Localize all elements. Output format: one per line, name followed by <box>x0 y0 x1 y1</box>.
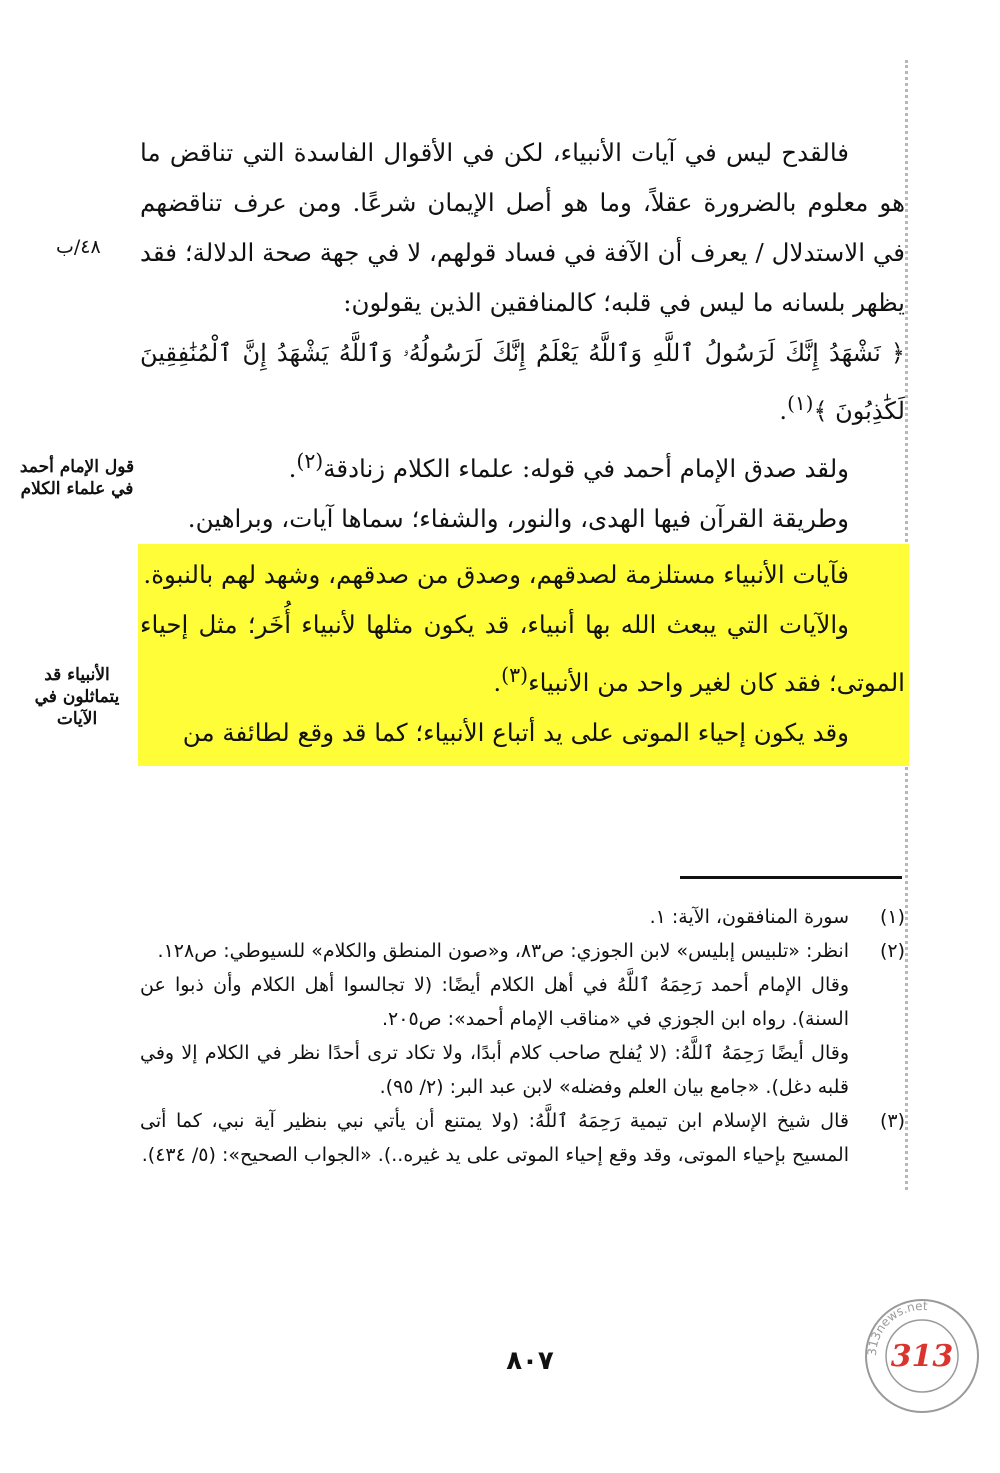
footnote-2-number: (٢) <box>879 940 905 962</box>
svg-text:313news.net: 313news.net <box>864 1298 929 1357</box>
main-text <box>140 128 905 766</box>
footnote-3-number: (٣) <box>879 1110 905 1132</box>
paragraph-6: وقد يكون إحياء الموتى على يد أتباع الأنبياء؛ كما قد وقع لطائفة من <box>182 718 849 748</box>
paragraph-4: فآيات الأنبياء مستلزمة لصدقهم، وصدق من صدقهم، وشهد لهم بالنبوة. <box>143 560 849 590</box>
margin-note-prophets-signs: الأنبياء قد يتماثلون في الآيات <box>34 665 120 729</box>
footnotes <box>140 900 905 1172</box>
footnote-separator <box>680 876 902 879</box>
page-number: ٨٠٧ <box>506 1346 554 1376</box>
footnote-ref-3[interactable]: (٣) <box>501 663 529 688</box>
margin-note-imam-ahmad: قول الإمام أحمد في علماء الكلام <box>19 457 135 499</box>
footnote-1-number: (١) <box>879 906 905 928</box>
quran-verse: ﴿ نَشْهَدُ إِنَّكَ لَرَسُولُ ٱللَّهِ وَٱللَّهُ يَعْلَمُ إِنَّكَ لَرَسُولُهُۥ وَٱللَّهُ يَشْهَدُ إِنَّ ٱلْمُنَٰفِقِينَ لَكَٰذِبُونَ ﴾$^{(١)}$. <box>140 339 905 425</box>
quran-verse-text: ﴿ نَشْهَدُ إِنَّكَ لَرَسُولُ ٱللَّهِ وَٱللَّهُ يَعْلَمُ إِنَّكَ لَرَسُولُهُۥ وَٱللَّهُ يَشْهَدُ إِنَّ ٱلْمُنَٰفِقِينَ لَكَٰذِبُونَ ﴾ <box>140 339 905 425</box>
watermark-stamp <box>862 1296 982 1416</box>
highlighted-passage <box>138 544 909 766</box>
footnote-3: (٣) قال شيخ الإسلام ابن تيمية رَحِمَهُ ٱللَّهُ: (ولا يمتنع أن يأتي نبي بنظير آية نبي، كما أتى المسيح بإحياء الموتى، وقد وقع إحياء الموتى على يد غيره..). «الجواب الصحيح»: (٥/ ٤٣٤). <box>140 1104 905 1172</box>
paragraph-1: فالقدح ليس في آيات الأنبياء، لكن في الأقوال الفاسدة التي تناقض ما هو معلوم بالضرورة عقلاً، وما هو أصل الإيمان شرعًا. ومن عرف تناقضهم في الاستدلال / يعرف أن الآفة في فساد قولهم، لا في جهة صحة الدلالة؛ فقد يظهر بلسانه ما ليس في قلبه؛ كالمنافقين الذين يقولون: <box>140 138 905 317</box>
paragraph-5: والآيات التي يبعث الله بها أنبياء، قد يكون مثلها لأنبياء أُخَر؛ مثل إحياء الموتى؛ فقد كان لغير واحد من الأنبياء$^{(٣)}$. <box>140 610 905 698</box>
paragraph-3: وطريقة القرآن فيها الهدى، والنور، والشفاء؛ سماها آيات، وبراهين. <box>187 504 849 534</box>
footnote-2: (٢) انظر: «تلبيس إبليس» لابن الجوزي: ص٨٣، و«صون المنطق والكلام» للسيوطي: ص١٢٨. وقال الإمام أحمد رَحِمَهُ ٱللَّهُ في أهل الكلام أيضًا: (لا تجالسوا أهل الكلام وأن ذبوا عن السنة). رواه ابن الجوزي في «مناقب الإمام أحمد»: ص٢٠٥. وقال أيضًا رَحِمَهُ ٱللَّهُ: (لا يُفلح صاحب كلام أبدًا، ولا تكاد ترى أحدًا نظر في الكلام إلا وفي قلبه دغل). «جامع بيان العلم وفضله» لابن عبد البر: (٢/ ٩٥). <box>140 934 905 1104</box>
footnote-1: (١) سورة المنافقون، الآية: ١. <box>140 900 905 934</box>
footnote-ref-2[interactable]: (٢) <box>296 449 324 473</box>
manuscript-page-reference: ٤٨/ب <box>56 236 101 258</box>
paragraph-2: ولقد صدق الإمام أحمد في قوله: علماء الكلام زنادقة$^{(٢)}$. <box>288 449 849 484</box>
footnote-ref-1[interactable]: (١) <box>787 391 814 415</box>
stamp-logo-text: 313 <box>890 1339 954 1374</box>
